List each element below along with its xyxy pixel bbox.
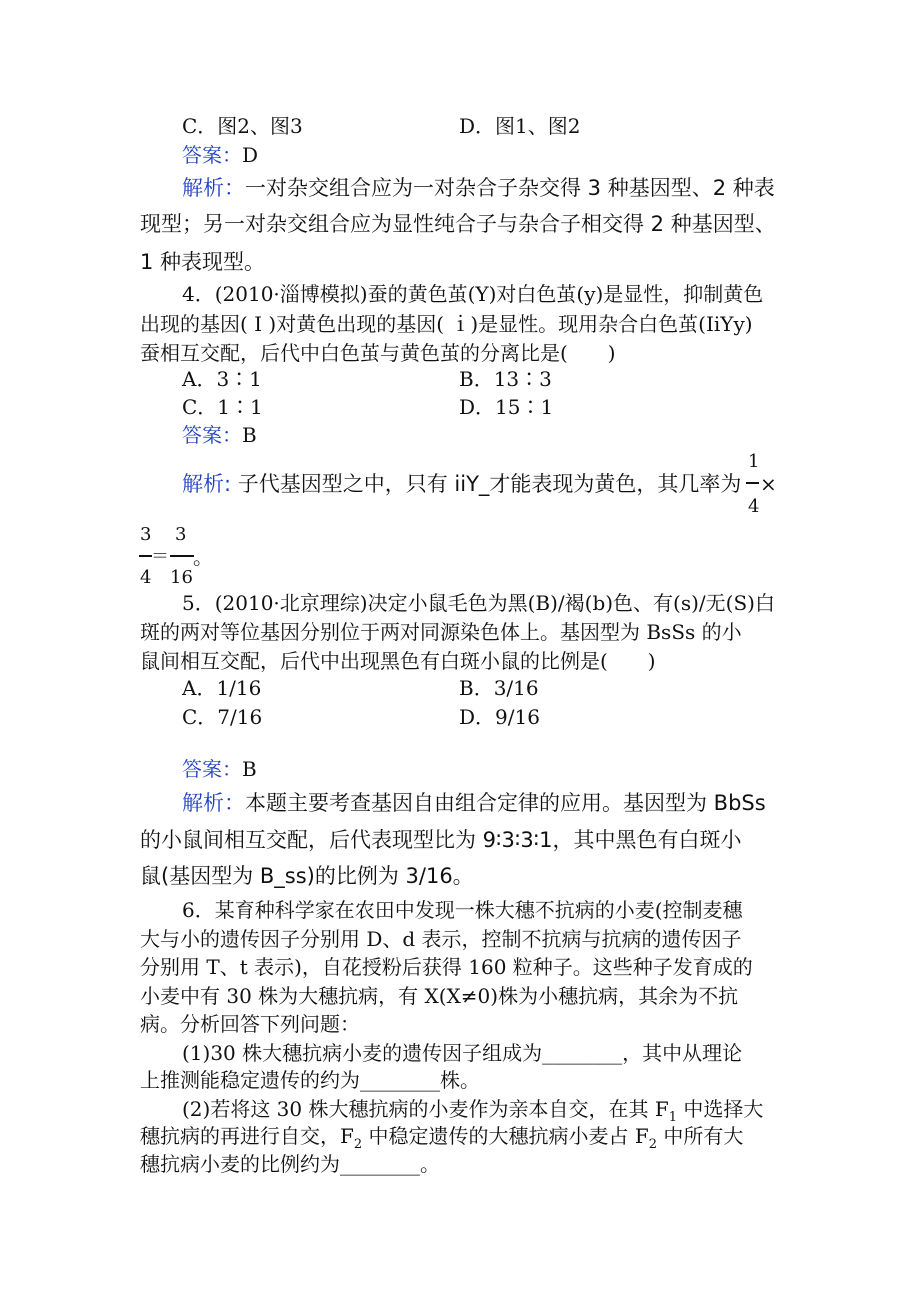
q6-sub1-line-2: 上推测能稳定遗传的约为________株。 — [140, 1068, 480, 1092]
fraction-denominator: 4 — [748, 496, 760, 517]
q5-explain-line-2: 的小鼠间相互交配，后代表现型比为 9∶3∶3∶1，其中黑色有白斑小 — [140, 828, 742, 852]
q4-option-c: C．1∶1 — [182, 395, 263, 419]
q5-line-2: 斑的两对等位基因分别位于两对同源染色体上。基因型为 BsSs 的小 — [140, 620, 742, 644]
question-text: )蚕的黄色茧(Y)对白色茧(y)是显性，抑制黄色 — [359, 282, 764, 306]
question-text: )决定小鼠毛色为黑(B)/褐(b)色、有(s)/无(S)白 — [359, 591, 775, 615]
q3-option-d: D．图1、图2 — [459, 114, 581, 138]
answer-value: B — [242, 757, 257, 781]
q5-option-d: D．9/16 — [459, 705, 540, 729]
explain-text: 本题主要考查基因自由组合定律的应用。基因型为 BbSs — [245, 791, 766, 815]
q5-explain-line-3: 鼠(基因型为 B_ss)的比例为 3/16。 — [140, 864, 474, 888]
question-number: 4．(2010· — [182, 282, 280, 306]
question-source: 淄博模拟 — [279, 282, 360, 306]
explain-label: 解析: — [182, 472, 232, 496]
equals-sign: ＝ — [151, 546, 169, 567]
explain-text: 一对杂交组合应为一对杂合子杂交得 3 种基因型、2 种表 — [245, 176, 775, 200]
question-source: 北京理综 — [279, 591, 360, 615]
q5-answer — [182, 757, 257, 781]
text: (2)若将这 30 株大穗抗病的小麦作为亲本自交，在其 F — [182, 1097, 669, 1121]
q3-answer — [182, 143, 258, 167]
answer-label: 答案： — [182, 143, 242, 167]
answer-label: 答案： — [182, 423, 242, 447]
fraction-bar — [746, 482, 759, 484]
q4-option-a: A．3∶1 — [182, 367, 262, 391]
q4-option-b: B．13∶3 — [459, 367, 552, 391]
question-number: 5．(2010· — [182, 591, 280, 615]
fraction-numerator: 3 — [175, 524, 187, 545]
q4-line-2: 出现的基因( Ⅰ )对黄色出现的基因( ｉ)是显性。现用杂合白色茧(IiYy) — [140, 312, 753, 336]
q6-line-5: 病。分析回答下列问题： — [140, 1012, 360, 1036]
text: 中稳定遗传的大穗抗病小麦占 F — [362, 1124, 649, 1148]
q5-option-b: B．3/16 — [459, 676, 539, 700]
fraction-denominator: 16 — [170, 567, 193, 588]
q4-line-3: 蚕相互交配，后代中白色茧与黄色茧的分离比是( ) — [140, 341, 616, 365]
answer-label: 答案： — [182, 757, 242, 781]
q6-line-4: 小麦中有 30 株为大穗抗病，有 X(X≠0)株为小穗抗病，其余为不抗 — [140, 984, 739, 1008]
q5-option-c: C．7/16 — [182, 705, 263, 729]
explain-label: 解析： — [182, 176, 245, 200]
q5-explain-line-1 — [182, 791, 766, 815]
fraction-numerator: 3 — [140, 524, 152, 545]
q6-sub1-line-1: (1)30 株大穗抗病小麦的遗传因子组成为________，其中从理论 — [182, 1041, 743, 1065]
answer-value: D — [242, 143, 259, 167]
text: 中所有大 — [657, 1124, 744, 1148]
q4-option-d: D．15∶1 — [459, 395, 554, 419]
fraction-denominator: 4 — [140, 567, 152, 588]
subscript: 2 — [648, 1137, 658, 1152]
q3-explain-line-3: 1 种表现型。 — [140, 250, 266, 274]
fraction-bar — [170, 555, 194, 557]
q3-explain-line-1 — [182, 176, 775, 200]
q5-line-3: 鼠间相互交配，后代中出现黑色有白斑小鼠的比例是( ) — [140, 649, 656, 673]
text: 穗抗病的再进行自交，F — [140, 1124, 354, 1148]
q3-explain-line-2: 现型；另一对杂交组合应为显性纯合子与杂合子相交得 2 种基因型、 — [140, 212, 776, 236]
subscript: 2 — [353, 1137, 363, 1152]
answer-value: B — [242, 423, 257, 447]
text: 中选择大 — [677, 1097, 764, 1121]
q5-line-1 — [182, 591, 775, 615]
q6-line-3: 分别用 T、t 表示)，自花授粉后获得 160 粒种子。这些种子发育成的 — [140, 955, 753, 979]
q3-option-c: C．图2、图3 — [182, 114, 303, 138]
fraction-numerator: 1 — [748, 451, 760, 472]
explain-label: 解析： — [182, 791, 245, 815]
q6-sub2-line-3: 穗抗病小麦的比例约为________。 — [140, 1152, 440, 1176]
q5-option-a: A．1/16 — [182, 676, 262, 700]
q4-explain-line-1 — [182, 472, 741, 496]
q4-answer — [182, 423, 257, 447]
q4-line-1 — [182, 282, 763, 306]
explain-text: 子代基因型之中，只有 iiY_才能表现为黄色，其几率为 — [231, 472, 742, 496]
q6-line-2: 大与小的遗传因子分别用 D、d 表示，控制不抗病与抗病的遗传因子 — [140, 927, 742, 951]
times-sign: × — [760, 472, 777, 496]
period: 。 — [193, 545, 213, 569]
q6-line-1: 6．某育种科学家在农田中发现一株大穗不抗病的小麦(控制麦穗 — [182, 898, 743, 922]
subscript: 1 — [668, 1110, 678, 1125]
